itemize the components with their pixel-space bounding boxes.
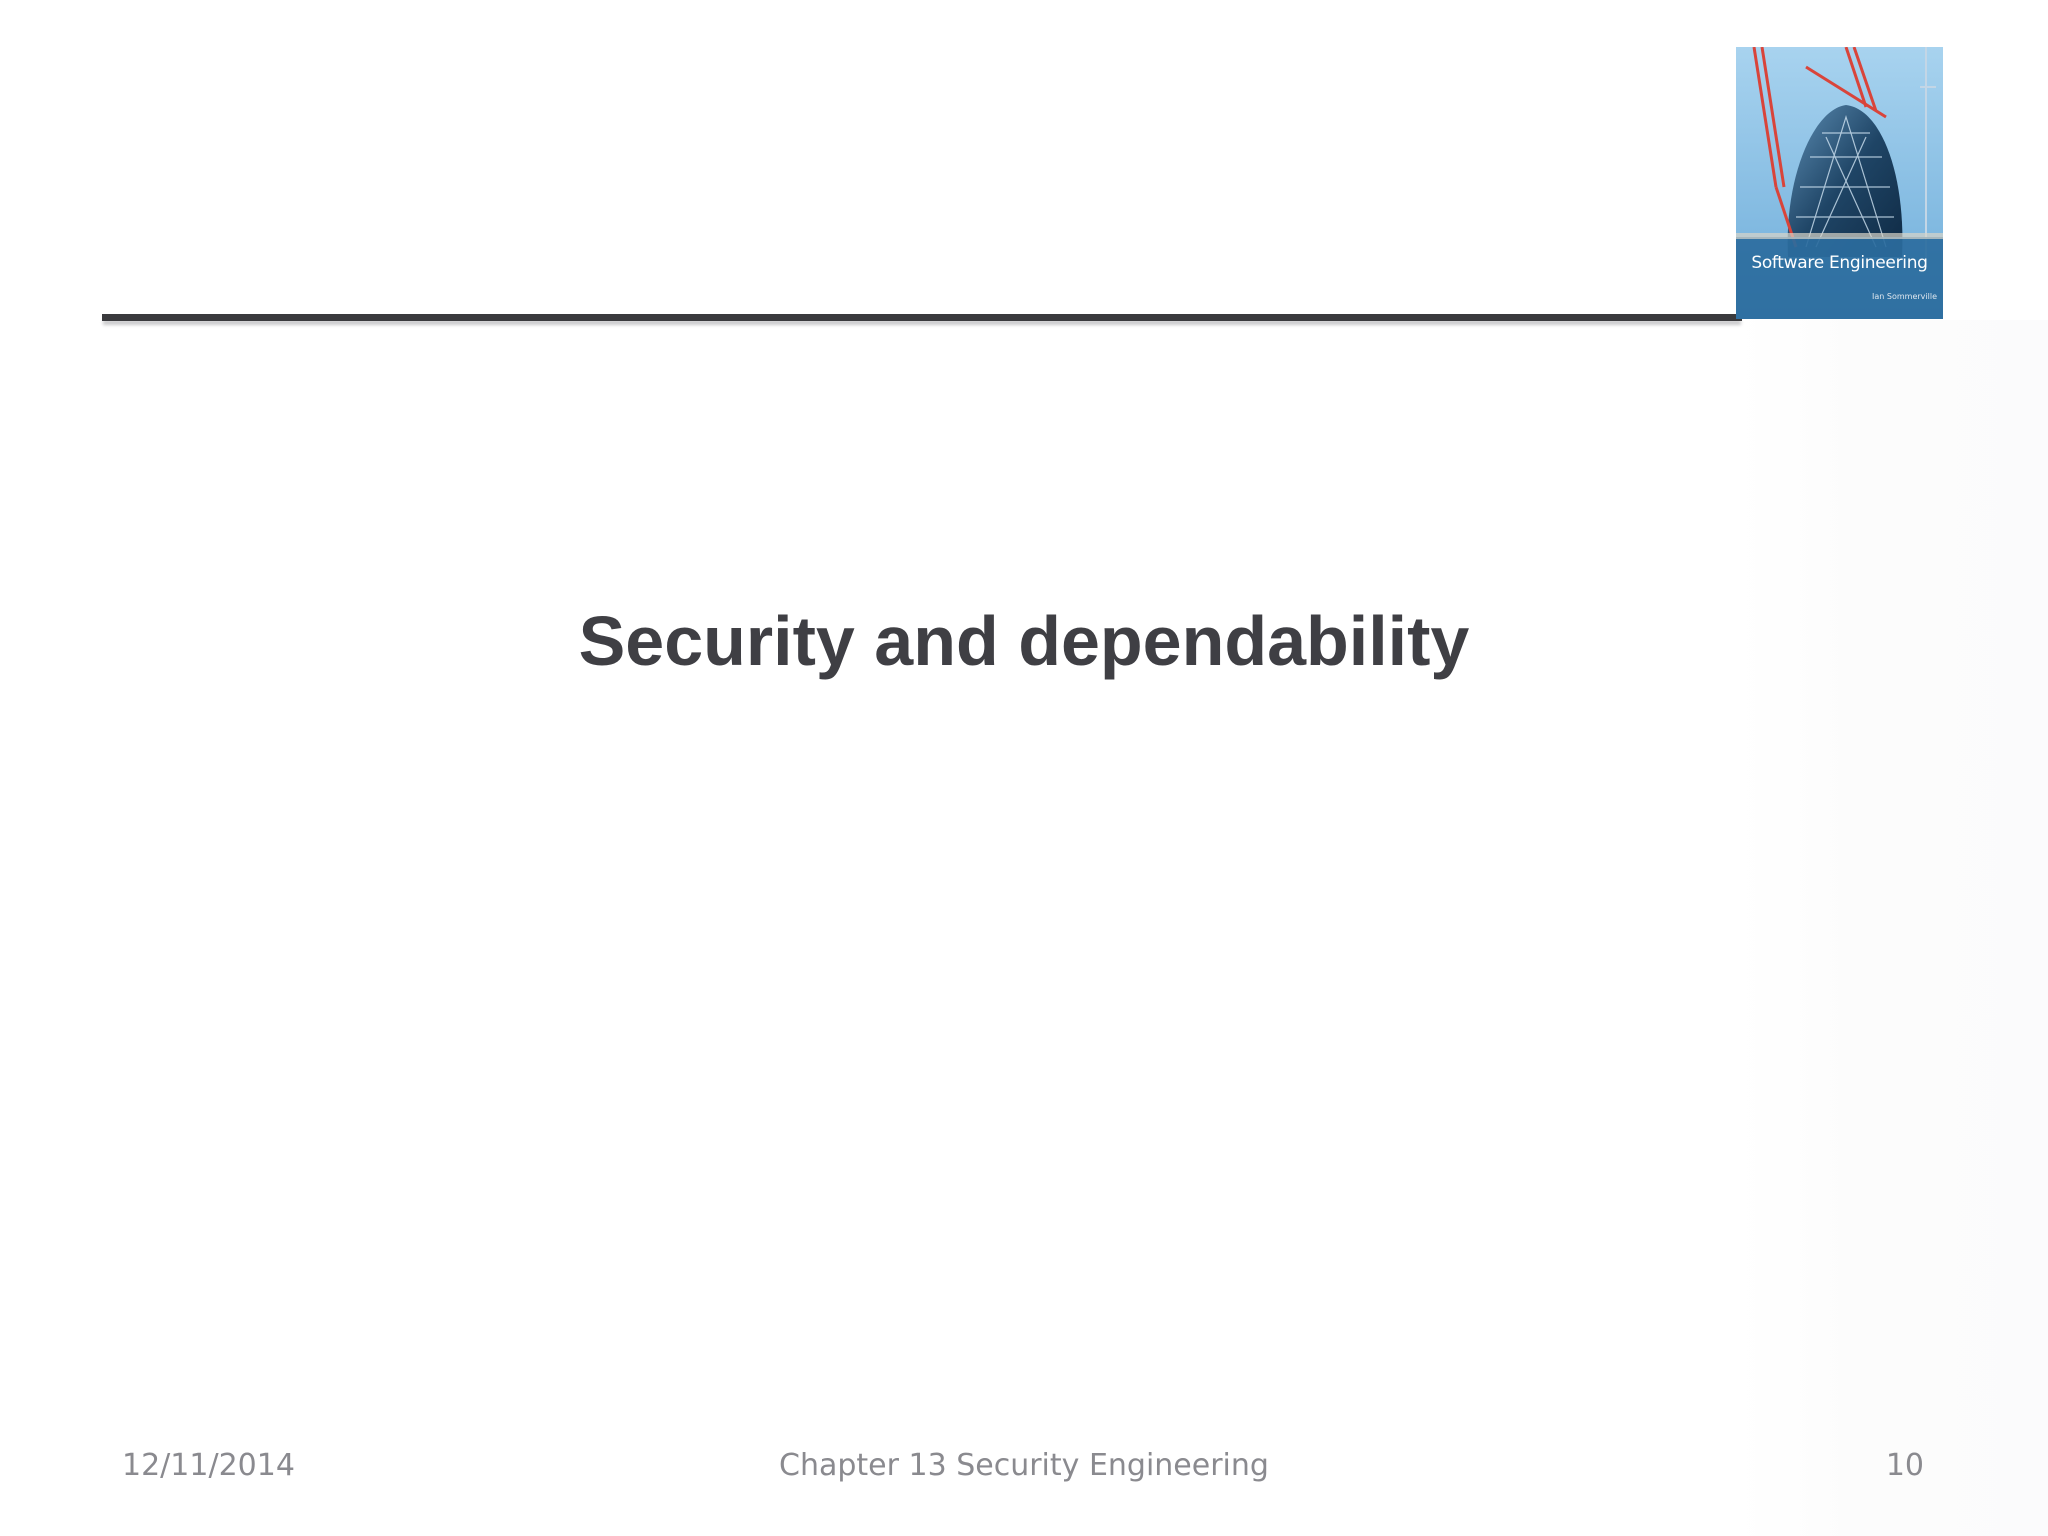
footer-page-number: 10 xyxy=(1885,1448,1924,1483)
book-cover-author: Ian Sommerville xyxy=(1872,292,1937,301)
slide-side-band xyxy=(1736,320,2048,1536)
book-cover-illustration xyxy=(1736,47,1943,319)
slide-title: Security and dependability xyxy=(578,602,1470,680)
footer-chapter-title: Chapter 13 Security Engineering xyxy=(779,1448,1269,1483)
book-cover-image xyxy=(1736,47,1943,319)
header-divider xyxy=(102,314,1742,321)
footer-date: 12/11/2014 xyxy=(122,1448,295,1483)
book-cover-title: Software Engineering xyxy=(1751,253,1928,273)
